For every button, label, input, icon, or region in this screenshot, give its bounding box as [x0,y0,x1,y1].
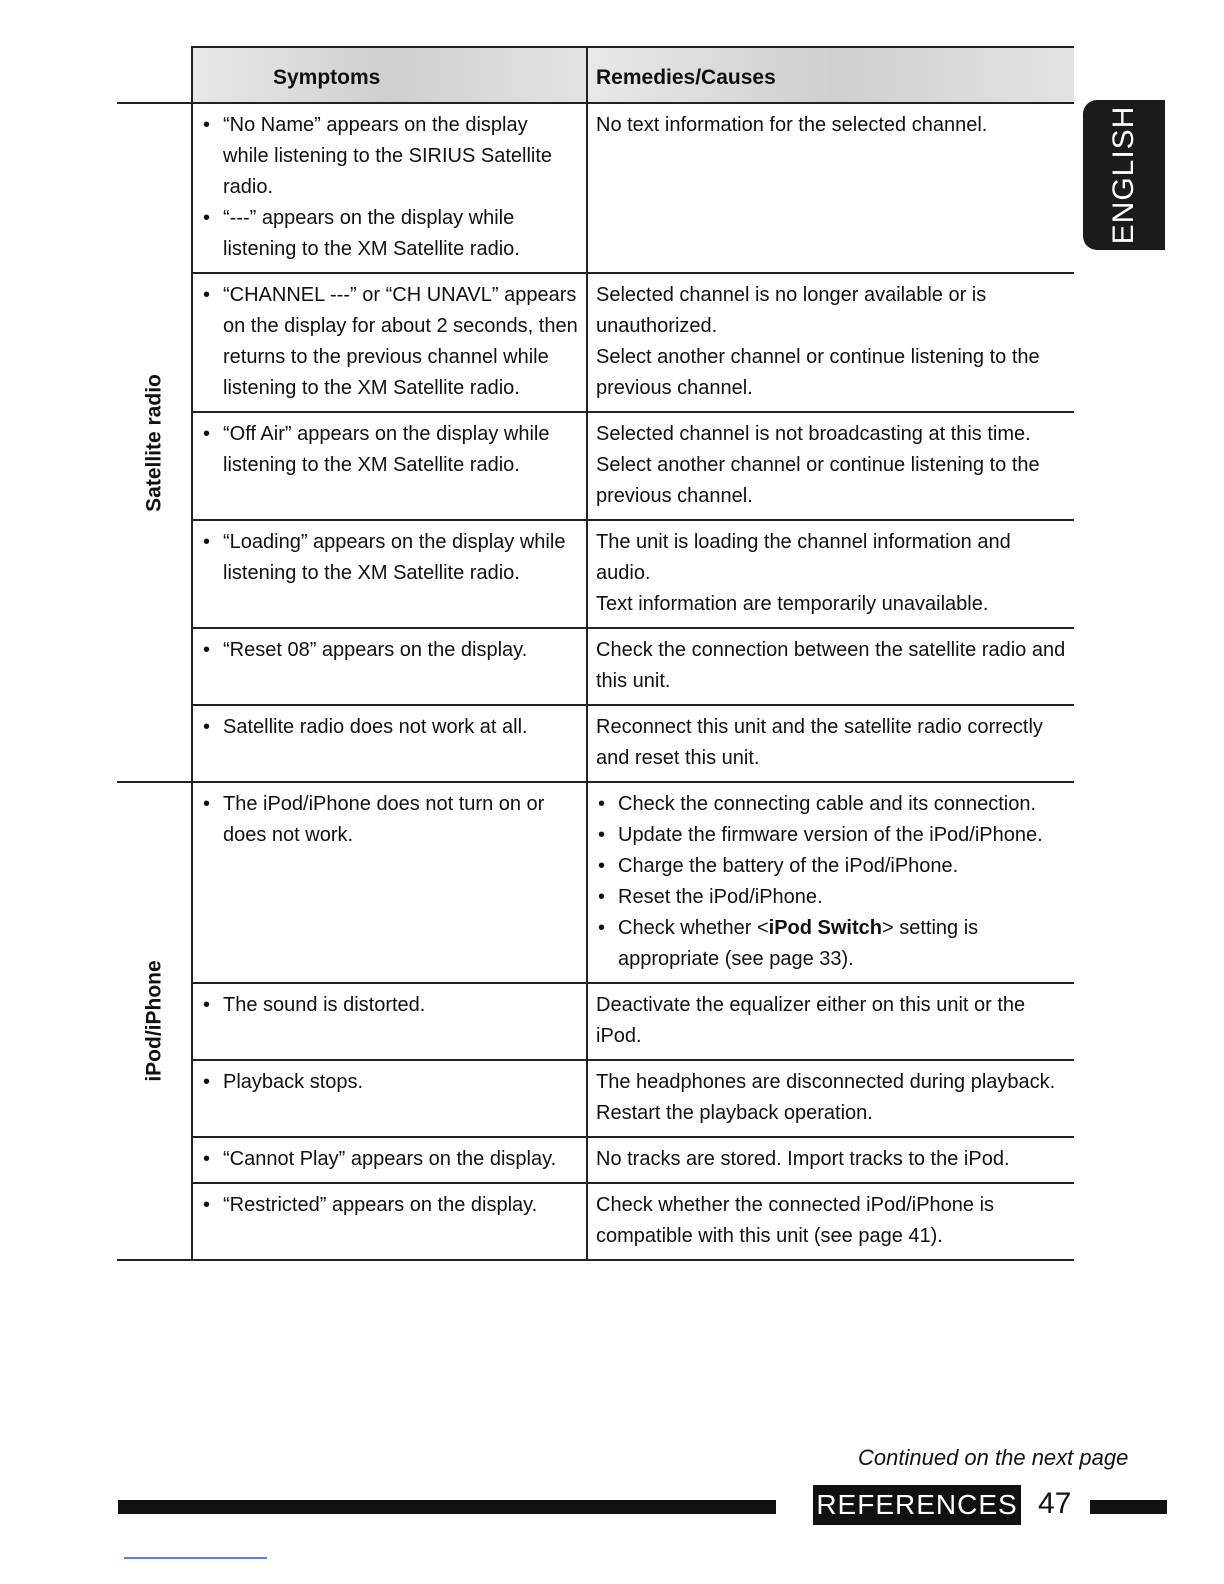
symptom-cell [192,782,587,983]
symptom-cell [192,983,587,1060]
remedy-item: • Reset the iPod/iPhone. [596,882,1066,913]
remedy-text: Selected channel is not broadcasting at this time. [596,423,1031,445]
troubleshooting-table [117,46,1074,1261]
remedy-cell [587,782,1074,983]
symptom-cell [192,1137,587,1183]
remedy-text: Check whether the connected iPod/iPhone is compatible with this unit (see page 41). [596,1194,995,1247]
remedy-cell [587,103,1074,273]
language-tab [1083,100,1165,250]
remedy-cell [587,520,1074,628]
remedy-item: • Charge the battery of the iPod/iPhone. [596,851,1066,882]
symptom-cell [192,1183,587,1260]
remedy-text: The headphones are disconnected during playback. [596,1071,1056,1093]
table-row [117,983,1074,1060]
symptom-item: • “Reset 08” appears on the display. [201,635,578,666]
symptom-item: • Satellite radio does not work at all. [201,712,578,743]
category-label: iPod/iPhone [142,960,166,1082]
remedy-item: • Update the firmware version of the iPod/iPhone. [596,820,1066,851]
symptom-cell [192,705,587,782]
remedy-text: The unit is loading the channel information and audio. [596,531,1011,584]
page-number: 47 [1038,1487,1072,1520]
remedy-text: Restart the playback operation. [596,1102,873,1124]
remedy-text: No tracks are stored. Import tracks to the iPod. [596,1148,1010,1170]
continued-note: Continued on the next page [858,1445,1129,1470]
section-label: REFERENCES [813,1485,1021,1525]
category-cell-ipod [117,782,192,1260]
table-row [117,705,1074,782]
remedy-item [596,913,1066,975]
symptom-item: • “Cannot Play” appears on the display. [201,1144,578,1175]
category-label: Satellite radio [142,373,166,512]
table-header-row [117,47,1074,103]
remedy-cell [587,1137,1074,1183]
table-row [117,782,1074,983]
table-row [117,628,1074,705]
symptom-cell [192,628,587,705]
table-row [117,1137,1074,1183]
remedy-text: Selected channel is no longer available or is unauthorized. [596,284,987,337]
remedy-text: Text information are temporarily unavailable. [596,593,989,615]
remedy-cell [587,1183,1074,1260]
symptom-item: • “Loading” appears on the display while listening to the XM Satellite radio. [201,527,578,589]
symptom-item: • “---” appears on the display while listening to the XM Satellite radio. [201,203,578,265]
table-row [117,1183,1074,1260]
symptom-cell [192,103,587,273]
symptom-cell [192,273,587,412]
symptom-item: • Playback stops. [201,1067,578,1098]
remedy-text-pre: Check whether < [618,917,769,939]
header-remedies: Remedies/Causes [587,47,1074,103]
symptom-item: • The iPod/iPhone does not turn on or does not work. [201,789,578,851]
category-cell-satellite [117,103,192,782]
remedy-cell [587,412,1074,520]
remedy-cell [587,1060,1074,1137]
remedy-cell [587,705,1074,782]
symptom-item: • “CHANNEL ---” or “CH UNAVL” appears on the display for about 2 seconds, then returns to the previous channel while listening to the XM Satellite radio. [201,280,578,404]
table-row [117,1060,1074,1137]
symptom-item: • The sound is distorted. [201,990,578,1021]
table-row [117,103,1074,273]
remedy-item: • Check the connecting cable and its connection. [596,789,1066,820]
symptom-cell [192,520,587,628]
footer-rule-right [1090,1500,1167,1514]
remedy-cell [587,273,1074,412]
remedy-text: Reconnect this unit and the satellite radio correctly and reset this unit. [596,716,1043,769]
language-tab-label: ENGLISH [1107,105,1140,245]
remedy-cell [587,983,1074,1060]
remedy-cell [587,628,1074,705]
remedy-text: Check the connection between the satellite radio and this unit. [596,639,1066,692]
remedy-text-post: > setting is appropriate (see page 33). [618,917,979,970]
symptom-cell [192,412,587,520]
table-row [117,520,1074,628]
remedy-text: No text information for the selected channel. [596,114,988,136]
symptom-item: • “Off Air” appears on the display while listening to the XM Satellite radio. [201,419,578,481]
symptom-item: • “Restricted” appears on the display. [201,1190,578,1221]
header-symptoms: Symptoms [192,47,587,103]
remedy-text: Select another channel or continue listening to the previous channel. [596,454,1040,507]
symptom-item: • “No Name” appears on the display while listening to the SIRIUS Satellite radio. [201,110,578,203]
ipod-switch-keyword: iPod Switch [768,917,882,939]
remedy-text: Deactivate the equalizer either on this unit or the iPod. [596,994,1026,1047]
remedy-text: Select another channel or continue listening to the previous channel. [596,346,1040,399]
header-blank-cell [117,47,192,103]
table-row [117,412,1074,520]
scan-artifact-line [124,1557,267,1559]
table-row [117,273,1074,412]
footer-rule-left [118,1500,776,1514]
symptom-cell [192,1060,587,1137]
